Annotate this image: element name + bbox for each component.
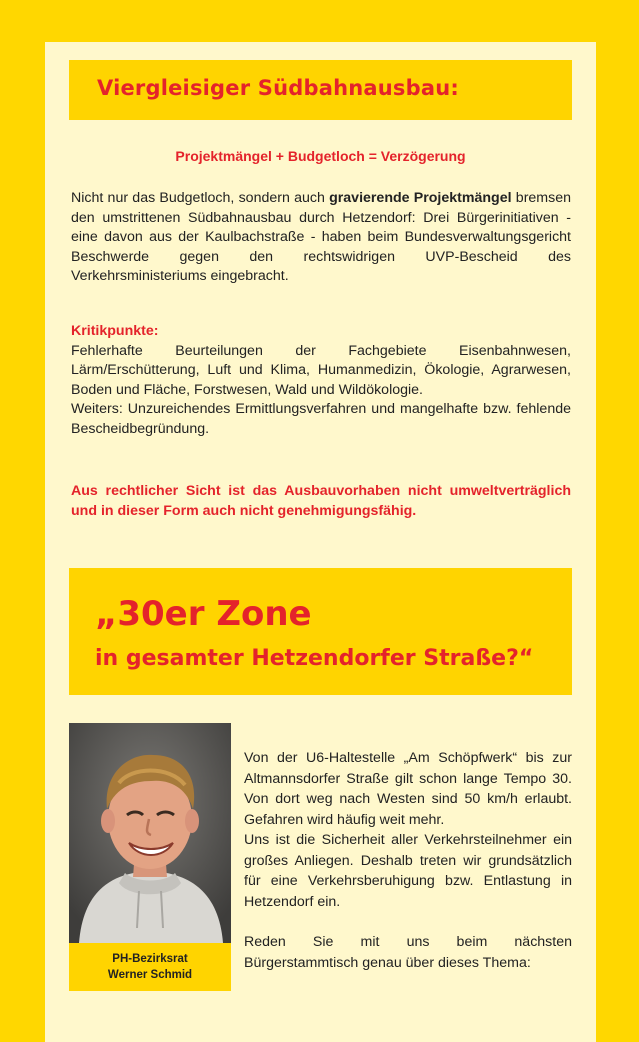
intro-text-start: Nicht nur das Budgetloch, sondern auch bbox=[71, 190, 330, 206]
zone-title-bar bbox=[69, 568, 572, 695]
content-panel bbox=[45, 42, 596, 1042]
kritik-text-2: Weiters: Unzureichendes Ermittlungsverfahren und mangelhafte bzw. fehlende Bescheidbegründung. bbox=[71, 401, 571, 437]
caption-role: PH-Bezirksrat bbox=[112, 953, 188, 965]
zone-body-text bbox=[244, 748, 572, 973]
zone-paragraph-2: Uns ist die Sicherheit aller Verkehrsteilnehmer ein großes Anliegen. Deshalb treten wir grundsätzlich für eine Verkehrsberuhigung bzw. Entlastung in Hetzendorf ein. bbox=[244, 832, 572, 910]
conclusion-paragraph: Aus rechtlicher Sicht ist das Ausbauvorhaben nicht umweltverträglich und in dieser Form auch nicht genehmigungsfähig. bbox=[71, 483, 571, 519]
kritik-heading: Kritikpunkte: bbox=[71, 323, 159, 339]
section-subtitle: Projektmängel + Budgetloch = Verzögerung bbox=[175, 148, 466, 164]
photo-caption bbox=[69, 943, 231, 991]
intro-text-bold: gravierende Projektmängel bbox=[329, 190, 512, 206]
paragraph-spacer bbox=[244, 912, 572, 932]
intro-text-end: bremsen den umstrittenen Südbahnausbau durch Hetzendorf: Drei Bürgerinitiativen - eine davon aus der Kaulbachstraße - haben beim Bundesverwaltungsgericht Beschwerde gegen den rechtswidrigen UVP-Bescheid des Verkehrsministeriums eingebracht. bbox=[71, 190, 571, 284]
zone-subtitle: in gesamter Hetzendorfer Straße?“ bbox=[95, 646, 534, 671]
zone-paragraph-3: Reden Sie mit uns beim nächsten Bürgerstammtisch genau über dieses Thema: bbox=[244, 934, 572, 971]
kritik-paragraph bbox=[71, 322, 571, 439]
portrait-illustration bbox=[69, 723, 231, 943]
zone-title: „30er Zone bbox=[95, 594, 312, 634]
kritik-text-1: Fehlerhafte Beurteilungen der Fachgebiete Eisenbahnwesen, Lärm/Erschütterung, Luft und Klima, Humanmedizin, Ökologie, Agrarwesen, Boden und Fläche, Forstwesen, Wald und Wildökologie. bbox=[71, 342, 571, 398]
caption-name: Werner Schmid bbox=[107, 969, 193, 981]
intro-paragraph bbox=[71, 189, 571, 287]
section-title-bar bbox=[69, 60, 572, 120]
portrait-photo bbox=[69, 723, 231, 943]
section-title: Viergleisiger Südbahnausbau: bbox=[97, 76, 459, 100]
zone-paragraph-1: Von der U6-Haltestelle „Am Schöpfwerk“ bis zur Altmannsdorfer Straße gilt schon lange Tempo 30. Von dort weg nach Westen sind 50 km/h erlaubt. Gefahren wird häufig weit mehr. bbox=[244, 750, 572, 828]
